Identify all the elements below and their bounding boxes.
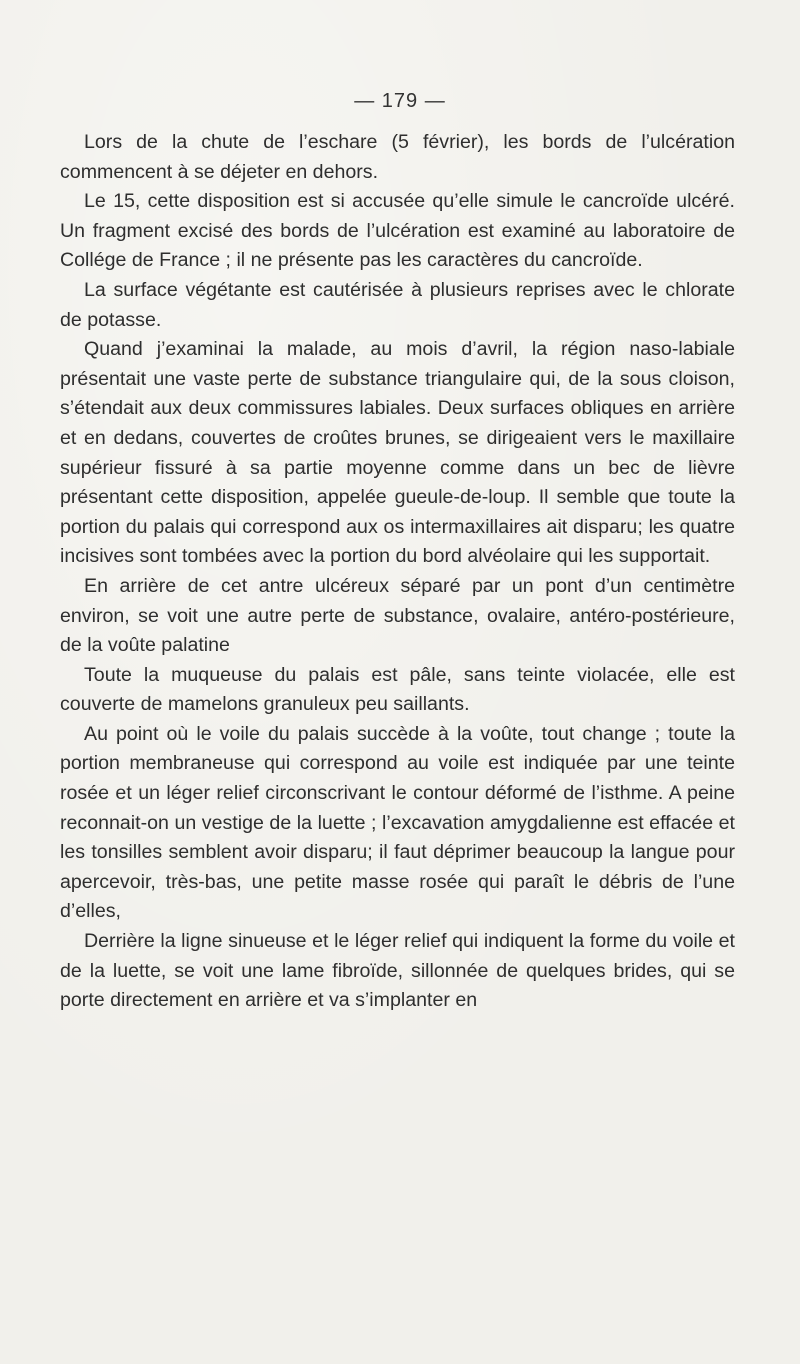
paragraph-1: Lors de la chute de l’eschare (5 février), les bords de l’ulcération commencent à se déjeter en dehors.: [60, 131, 735, 183]
page-body: [60, 128, 735, 1016]
paragraph-4: Quand j’examinai la malade, au mois d’avril, la région naso-labiale présentait une vaste perte de substance triangulaire qui, de la sous cloison, s’étendait aux deux commissures labiales. Deux surfaces obliques en arrière et en dedans, couvertes de croûtes brunes, se dirigeaient vers le maxillaire supérieur fissuré à sa partie moyenne comme dans un bec de lièvre présentant cette disposition, appelée gueule-de-loup. Il semble que toute la portion du palais qui correspond aux os intermaxillaires ait disparu; les quatre incisives sont tombées avec la portion du bord alvéolaire qui les supportait.: [60, 338, 735, 568]
paragraph-7: Au point où le voile du palais succède à la voûte, tout change ; toute la portion membraneuse qui correspond au voile est indiquée par une teinte rosée et un léger relief circonscrivant le contour déformé de l’isthme. A peine reconnait-on un vestige de la luette ; l’excavation amygdalienne est effacée et les tonsilles semblent avoir disparu; il faut déprimer beaucoup la langue pour apercevoir, très-bas, une petite masse rosée qui paraît le débris de l’une d’elles,: [60, 722, 735, 923]
paragraph-6: Toute la muqueuse du palais est pâle, sans teinte violacée, elle est couverte de mamelons granuleux peu saillants.: [60, 663, 735, 716]
paragraph-5: En arrière de cet antre ulcéreux séparé par un pont d’un centimètre environ, se voit une autre perte de substance, ovalaire, antéro-postérieure, de la voûte palatine: [60, 574, 735, 657]
page-number: — 179 —: [354, 90, 446, 112]
paragraph-2: Le 15, cette disposition est si accusée qu’elle simule le cancroïde ulcéré. Un fragment excisé des bords de l’ulcération est examiné au laboratoire de Collége de France ; il ne présente pas les caractères du cancroïde.: [60, 190, 735, 272]
paragraph-3: La surface végétante est cautérisée à plusieurs reprises avec le chlorate de potasse.: [60, 278, 735, 331]
paragraph-8: Derrière la ligne sinueuse et le léger relief qui indiquent la forme du voile et de la luette, se voit une lame fibroïde, sillonnée de quelques brides, qui se porte directement en arrière et va s’implanter en: [60, 930, 735, 1012]
